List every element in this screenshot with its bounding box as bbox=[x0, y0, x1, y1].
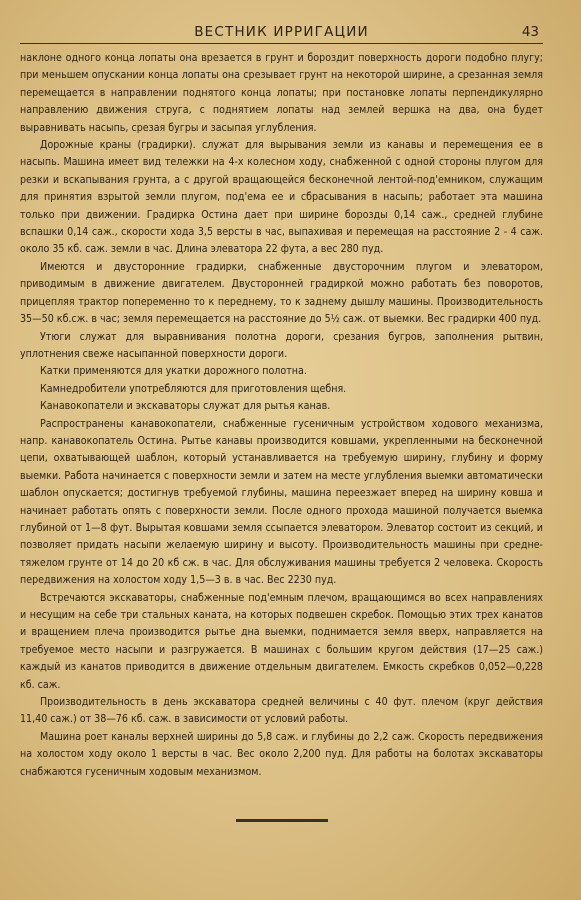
paragraph-excavator-output: Производительность в день экскаватора средней величины с 40 фут. плечом (круг действия 11,40 саж.) от 38—76 кб. саж. в зависимости от условий работы. bbox=[20, 696, 543, 726]
paragraph-rollers: Катки применяются для укатки дорожного полотна. bbox=[40, 365, 307, 378]
paragraph-stone-crushers: Камнедробители употребляются для приготовления щебня. bbox=[40, 382, 347, 395]
paragraph-austin-ditcher: Распространены канавокопатели, снабженные гусеничным устройством ходового механизма, напр. канавокопатель Остина. Рытье канавы производится ковшами, укрепленными на бесконечной цепи, охватывающей шаблон, который устанавливается на требуемую ширину, глубину и форму выемки. Работа начинается с поверхности земли и затем на месте углубления выемки автоматически шаблон опускается; достигнув требуемой глубины, машина переезжает вперед на ширину ковша и начинает работать опять с поверхности земли. После одного прохода машиной получается выемка глубиной от 1—8 фут. Вырытая ковшами земля ссыпается элеватором. Элеватор состоит из секций, и позволяет придать насыпи желаемую ширину и высоту. Производительность машины при средне-тяжелом грунте от 14 до 20 кб сж. в час. Для обслуживания машины требуется 2 человека. Скорость передвижения на холостом ходу 1,5—3 в. в час. Вес 2230 пуд. bbox=[20, 417, 543, 587]
article-body bbox=[20, 50, 543, 781]
journal-title: ВЕСТНИК ИРРИГАЦИИ bbox=[194, 24, 369, 40]
paragraph-drags: Утюги служат для выравнивания полотна дороги, срезания бугров, заполнения рытвин, уплотнения свеже насыпанной поверхности дороги. bbox=[20, 330, 543, 360]
paragraph-continued: наклоне одного конца лопаты она врезается в грунт и бороздит поверхность дороги подобно плугу; при меньшем опускании конца лопаты она срезывает грунт на некоторой ширине, а срезанная земля перемещается в направлении поднятого конца лопаты; при постановке лопаты перпендикулярно направлению движения струга, с поднятием лопаты над землей вершка на два, она будет выравнивать насыпь, срезая бугры и засыпая углубления. bbox=[20, 52, 543, 134]
paragraph-double-sided-graders: Имеются и двусторонние градирки, снабженные двусторочним плугом и элеватором, приводимым в движение двигателем. Двусторонней градиркой можно работать без поворотов, прицепляя трактор попеременно то к переднему, то к заднему дышлу машины. Производительность 35—50 кб.сж. в час; земля перемещается на расстояние до 5½ саж. от выемки. Вес градирки 400 пуд. bbox=[20, 260, 543, 326]
paragraph-channel-digging: Машина роет каналы верхней ширины до 5,8 саж. и глубины до 2,2 саж. Скорость передвижения на холостом ходу около 1 версты в час. Вес около 2,200 пуд. Для работы на болотах экскаваторы снабжаются гусеничным ходовым механизмом. bbox=[20, 730, 543, 778]
page-number: 43 bbox=[521, 24, 539, 40]
paragraph-ditchers-intro: Канавокопатели и экскаваторы служат для рытья канав. bbox=[40, 400, 331, 413]
paragraph-boom-excavators: Встречаются экскаваторы, снабженные под'емным плечом, вращающимся во всех направлениях и несущим на себе три стальных каната, на которых подвешен скребок. Помощью этих трех канатов и вращением плеча производится рытье дна выемки, поднимается земля вверх, направляется на требуемое место насыпи и разгружается. В машинах с большим кругом действия (17—25 саж.) каждый из канатов приводится в движение отдельным двигателем. Емкость скребков 0,052—0,228 кб. саж. bbox=[20, 591, 543, 691]
running-header bbox=[20, 24, 543, 44]
paragraph-road-cranes: Дорожные краны (градирки). служат для вырывания земли из канавы и перемещения ее в насыпь. Машина имеет вид тележки на 4-х колесном ходу, снабженной с одной стороны плугом для резки и вскапывания грунта, а с другой вращающейся бесконечной лентой-под'емником, служащим для принятия взрытой земли плугом, под'ема ее и сбрасывания в насыпь; работает эта машина только при движении. Градирка Остина дает при ширине борозды 0,14 саж., средней глубине вспашки 0,14 саж., скорости хода 3,5 версты в час, выпахивая и перемещая на расстояние 2 - 4 саж. около 35 кб. саж. земли в час. Длина элеватора 22 фута, а вес 280 пуд. bbox=[20, 139, 543, 256]
end-rule bbox=[236, 819, 328, 822]
